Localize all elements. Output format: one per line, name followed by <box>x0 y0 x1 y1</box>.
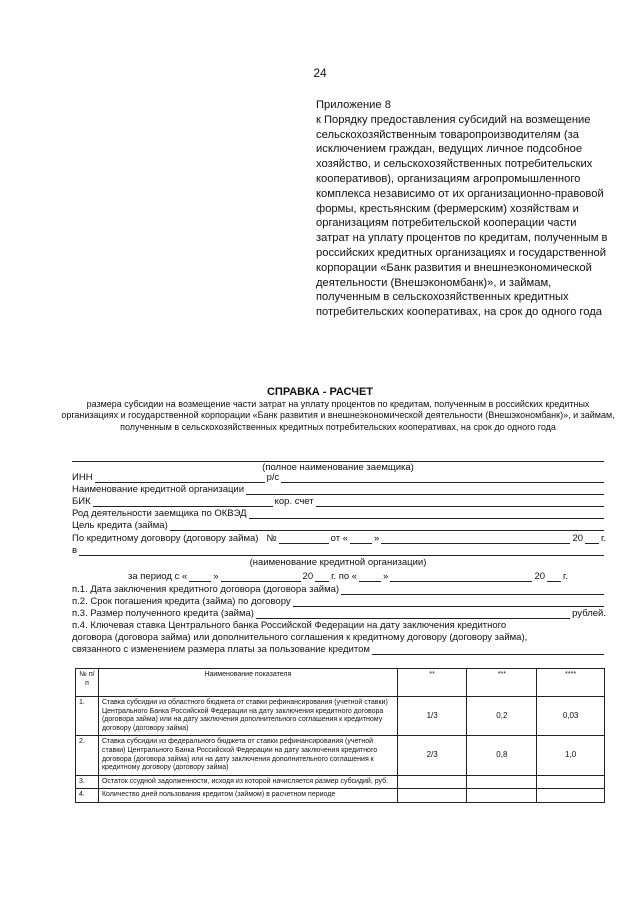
period-to-close: » <box>383 571 389 582</box>
inn-label: ИНН <box>72 472 93 483</box>
credit-org-caption: (наименование кредитной организации) <box>249 557 427 568</box>
row-col2[interactable]: 0,8 <box>467 736 537 775</box>
table-row <box>76 789 605 803</box>
p4-field[interactable] <box>372 644 604 655</box>
contract-year-field[interactable] <box>585 533 599 544</box>
p1-label: п.1. Дата заключения кредитного договора (договора займа) <box>72 584 340 595</box>
period-to-year-prefix: 20 <box>534 571 546 582</box>
borrower-caption: (полное наименование заемщика) <box>262 462 414 473</box>
row-col2[interactable]: 0,2 <box>467 697 537 736</box>
row-col3[interactable] <box>537 789 605 803</box>
contract-month-field[interactable] <box>381 533 570 544</box>
header-col3: **** <box>537 669 605 697</box>
purpose-field[interactable] <box>170 520 604 531</box>
period-to-year-field[interactable] <box>547 571 561 582</box>
p4-text-1: п.4. Ключевая ставка Центрального банка Российской Федерации на дату заключения кредитного <box>72 620 507 631</box>
row-name: Ставка субсидии из областного бюджета от ставки рефинансирования (учетной ставки) Центрального Банка Российской Федерации на дату заключения кредитного договора (договора займа) или на дату заключения дополнительного соглашения к кредитному договору (договору займа) <box>98 697 397 736</box>
document-title: СПРАВКА - РАСЧЕТ <box>266 386 374 398</box>
contract-date-close: » <box>374 533 380 544</box>
contract-day-field[interactable] <box>350 533 372 544</box>
p2-label: п.2. Срок погашения кредита (займа) по договору <box>72 596 291 607</box>
header-col2: *** <box>467 669 537 697</box>
appendix-title: Приложение 8 <box>316 99 391 111</box>
row-number: 2. <box>76 736 99 775</box>
okved-label: Род деятельности заемщика по ОКВЭД <box>72 508 247 519</box>
period-from-month-field[interactable] <box>221 571 301 582</box>
contract-year-suffix: г. <box>601 533 606 544</box>
row-col3[interactable]: 1,0 <box>537 736 605 775</box>
p3-field[interactable] <box>256 608 570 619</box>
table-row <box>76 697 605 736</box>
period-to-label: г. по « <box>331 571 358 582</box>
bik-field[interactable] <box>93 496 273 507</box>
p4-text-3: связанного с изменением размера платы за пользование кредитом <box>72 644 370 655</box>
p4-text-2: договора (договора займа) или дополнительного соглашения к кредитному договору (договору займа), <box>72 632 528 643</box>
header-name: Наименование показателя <box>98 669 397 697</box>
p3-rubles: рублей. <box>572 608 606 619</box>
period-from-year-field[interactable] <box>315 571 329 582</box>
document-subtitle: размера субсидии на возмещение части затрат на уплату процентов по кредитам, полученным в российских кредитных организациях и государственной корпорации «Банк развития и внешнеэкономической деятельности (Внешэкономбанк)», и займам, полученным в сельскохозяйственных кредитных потребительских кооперативах, на срок до одного года <box>61 399 615 432</box>
inn-field[interactable] <box>95 472 265 483</box>
page-number: 24 <box>313 66 327 80</box>
bik-label: БИК <box>72 496 91 507</box>
row-col3[interactable] <box>537 775 605 789</box>
period-from-day-field[interactable] <box>189 571 211 582</box>
period-from-year-prefix: 20 <box>302 571 314 582</box>
purpose-label: Цель кредита (займа) <box>72 520 168 531</box>
p4-line2 <box>72 632 606 643</box>
period-row <box>128 571 568 582</box>
p3-row <box>72 608 606 619</box>
okved-field[interactable] <box>249 508 604 519</box>
inn-row <box>72 472 606 483</box>
header-col1: ** <box>397 669 467 697</box>
bank-row <box>72 545 606 556</box>
bik-row <box>72 496 606 507</box>
kor-label: кор. счет <box>274 496 314 507</box>
row-number: 4. <box>76 789 99 803</box>
contract-number-field[interactable] <box>279 533 329 544</box>
row-col2[interactable] <box>467 775 537 789</box>
table-header-row <box>76 669 605 697</box>
p4-line3 <box>72 644 606 655</box>
period-from-close: » <box>213 571 219 582</box>
credit-org-label: Наименование кредитной организации <box>72 484 245 495</box>
rs-field[interactable] <box>281 472 604 483</box>
purpose-row <box>72 520 606 531</box>
period-to-suffix: г. <box>563 571 568 582</box>
table-row <box>76 736 605 775</box>
row-col1[interactable] <box>397 775 467 789</box>
p2-field[interactable] <box>293 596 604 607</box>
appendix-block <box>316 98 612 320</box>
row-name: Остаток ссудной задолженности, исходя из которой начисляется размер субсидий, руб. <box>98 775 397 789</box>
rs-label: р/с <box>266 472 280 483</box>
row-col1[interactable]: 1/3 <box>397 697 467 736</box>
p3-label: п.3. Размер полученного кредита (займа) <box>72 608 254 619</box>
bank-prefix: в <box>72 545 78 556</box>
period-to-month-field[interactable] <box>390 571 532 582</box>
p1-field[interactable] <box>341 584 604 595</box>
row-col2[interactable] <box>467 789 537 803</box>
period-from-label: за период с « <box>128 571 188 582</box>
contract-number-label: № <box>266 533 277 544</box>
row-col1[interactable]: 2/3 <box>397 736 467 775</box>
okved-row <box>72 508 606 519</box>
kor-field[interactable] <box>316 496 604 507</box>
credit-org-field[interactable] <box>246 484 604 495</box>
contract-year-prefix: 20 <box>572 533 584 544</box>
p4-line1 <box>72 620 606 631</box>
contract-row <box>72 533 606 544</box>
row-number: 1. <box>76 697 99 736</box>
table-row <box>76 775 605 789</box>
p1-row <box>72 584 606 595</box>
row-name: Ставка субсидии из федерального бюджета от ставки рефинансирования (учетной ставки) Центрального Банка Российской Федерации на дату заключения кредитного договора (договора займа) или на дату заключения дополнительного соглашения к кредитному договору (договору займа) <box>98 736 397 775</box>
bank-field[interactable] <box>79 545 604 556</box>
appendix-text: к Порядку предоставления субсидий на возмещение сельскохозяйственным товаропроизводителям (за исключением граждан, ведущих личное подсобное хозяйство, и сельскохозяйственных потребительских кооперативов), организациям агропромышленного комплекса независимо от их организационно-правовой формы, крестьянским (фермерским) хозяйствам и организациям потребительской кооперации части затрат на уплату процентов по кредитам, полученным в российских кредитных организациях и государственной корпорации «Банк развития и внешнеэкономической деятельности (Внешэкономбанк)», и займам, полученным в сельскохозяйственных кредитных потребительских кооперативах, на срок до одного года <box>316 113 608 319</box>
contract-label: По кредитному договору (договору займа) <box>72 533 259 544</box>
period-to-day-field[interactable] <box>359 571 381 582</box>
row-col1[interactable] <box>397 789 467 803</box>
p2-row <box>72 596 606 607</box>
credit-org-row <box>72 484 606 495</box>
row-number: 3. <box>76 775 99 789</box>
calculation-table <box>75 668 605 803</box>
header-num: № п/п <box>76 669 99 697</box>
row-col3[interactable]: 0,03 <box>537 697 605 736</box>
contract-date-open: от « <box>330 533 348 544</box>
row-name: Количество дней пользования кредитом (займом) в расчетном периоде <box>98 789 397 803</box>
